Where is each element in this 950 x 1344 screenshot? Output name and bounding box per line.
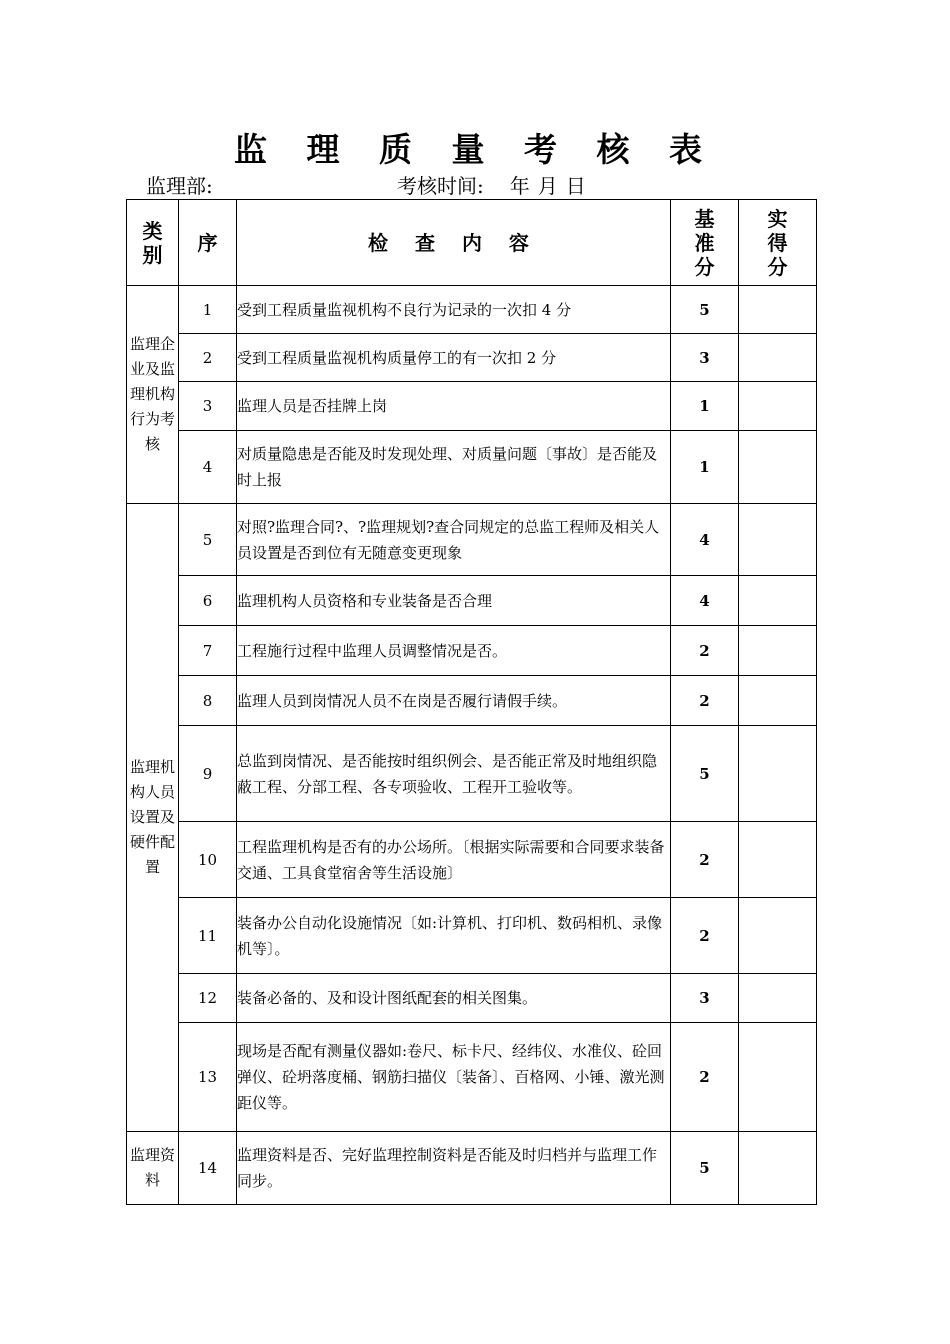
row-content: 监理机构人员资格和专业装备是否合理 [237,576,671,626]
row-base-score: 1 [671,431,739,504]
row-base-score: 4 [671,576,739,626]
row-actual-score[interactable] [739,576,817,626]
row-base-score: 3 [671,334,739,382]
row-no: 11 [179,898,237,974]
header-char: 得 [767,230,788,255]
row-actual-score[interactable] [739,822,817,898]
col-actual-score [739,200,817,286]
table-row [127,576,817,626]
header-char: 类 [142,218,163,243]
row-base-score: 2 [671,626,739,676]
dept-label: 监理部: [146,174,213,198]
row-content: 监理人员是否挂牌上岗 [237,382,671,431]
month-label: 月 [537,174,558,198]
row-no: 14 [179,1132,237,1205]
row-base-score: 5 [671,286,739,334]
row-actual-score[interactable] [739,974,817,1023]
row-no: 1 [179,286,237,334]
vertical-header-text [671,207,738,279]
page-title: 监 理 质 量 考 核 表 [234,130,716,169]
row-content: 装备办公自动化设施情况〔如:计算机、打印机、数码相机、录像机等〕。 [237,898,671,974]
row-no: 6 [179,576,237,626]
row-actual-score[interactable] [739,504,817,576]
table-row [127,898,817,974]
row-actual-score[interactable] [739,431,817,504]
time-label: 考核时间: [397,174,484,198]
row-content: 工程监理机构是否有的办公场所。〔根据实际需要和合同要求装备交通、工具食堂宿舍等生活设施〕 [237,822,671,898]
table-row [127,286,817,334]
row-base-score: 4 [671,504,739,576]
header-char: 别 [142,242,163,267]
row-no: 10 [179,822,237,898]
table-row [127,382,817,431]
row-no: 8 [179,676,237,726]
category-cell: 监理资料 [127,1132,179,1205]
row-content: 工程施行过程中监理人员调整情况是否。 [237,626,671,676]
table-row [127,974,817,1023]
row-no: 7 [179,626,237,676]
row-actual-score[interactable] [739,286,817,334]
header-row [127,200,817,286]
table-row [127,1023,817,1132]
row-base-score: 2 [671,898,739,974]
row-actual-score[interactable] [739,726,817,822]
row-content: 对照?监理合同?、?监理规划?查合同规定的总监工程师及相关人员设置是否到位有无随意变更现象 [237,504,671,576]
row-no: 9 [179,726,237,822]
table-row [127,822,817,898]
row-no: 5 [179,504,237,576]
year-label: 年 [509,174,530,198]
row-base-score: 2 [671,676,739,726]
row-content: 现场是否配有测量仪器如:卷尺、标卡尺、经纬仪、水准仪、砼回弹仪、砼坍落度桶、钢筋扫描仪〔装备〕、百格网、小锤、激光测距仪等。 [237,1023,671,1132]
col-base-score [671,200,739,286]
table-row [127,626,817,676]
table-row [127,504,817,576]
col-content: 检 查 内 容 [237,200,671,286]
table-row [127,676,817,726]
row-actual-score[interactable] [739,382,817,431]
row-content: 总监到岗情况、是否能按时组织例会、是否能正常及时地组织隐蔽工程、分部工程、各专项验收、工程开工验收等。 [237,726,671,822]
row-content: 装备必备的、及和设计图纸配套的相关图集。 [237,974,671,1023]
row-actual-score[interactable] [739,626,817,676]
table-row [127,431,817,504]
header-char: 分 [767,254,788,279]
row-no: 3 [179,382,237,431]
row-content: 监理资料是否、完好监理控制资料是否能及时归档并与监理工作同步。 [237,1132,671,1205]
vertical-header-text [739,207,816,279]
row-base-score: 5 [671,726,739,822]
row-no: 13 [179,1023,237,1132]
row-content: 对质量隐患是否能及时发现处理、对质量问题〔事故〕是否能及时上报 [237,431,671,504]
col-category [127,200,179,286]
row-actual-score[interactable] [739,334,817,382]
table-row [127,1132,817,1205]
row-no: 12 [179,974,237,1023]
table-row [127,726,817,822]
category-cell: 监理机构人员设置及硬件配置 [127,504,179,1132]
col-seq: 序 [179,200,237,286]
row-actual-score[interactable] [739,898,817,974]
row-content: 受到工程质量监视机构质量停工的有一次扣 2 分 [237,334,671,382]
row-base-score: 3 [671,974,739,1023]
row-actual-score[interactable] [739,676,817,726]
row-base-score: 5 [671,1132,739,1205]
header-char: 分 [694,254,715,279]
row-base-score: 2 [671,822,739,898]
row-base-score: 2 [671,1023,739,1132]
vertical-header-text [127,219,178,267]
row-content: 监理人员到岗情况人员不在岗是否履行请假手续。 [237,676,671,726]
row-actual-score[interactable] [739,1023,817,1132]
category-cell: 监理企业及监理机构行为考核 [127,286,179,504]
assessment-table [126,199,817,1205]
header-char: 准 [694,230,715,255]
exam-time [397,172,586,200]
row-actual-score[interactable] [739,1132,817,1205]
header-char: 基 [694,206,715,231]
day-label: 日 [565,174,586,198]
table-row [127,334,817,382]
row-content: 受到工程质量监视机构不良行为记录的一次扣 4 分 [237,286,671,334]
header-char: 实 [767,206,788,231]
row-no: 4 [179,431,237,504]
row-base-score: 1 [671,382,739,431]
row-no: 2 [179,334,237,382]
